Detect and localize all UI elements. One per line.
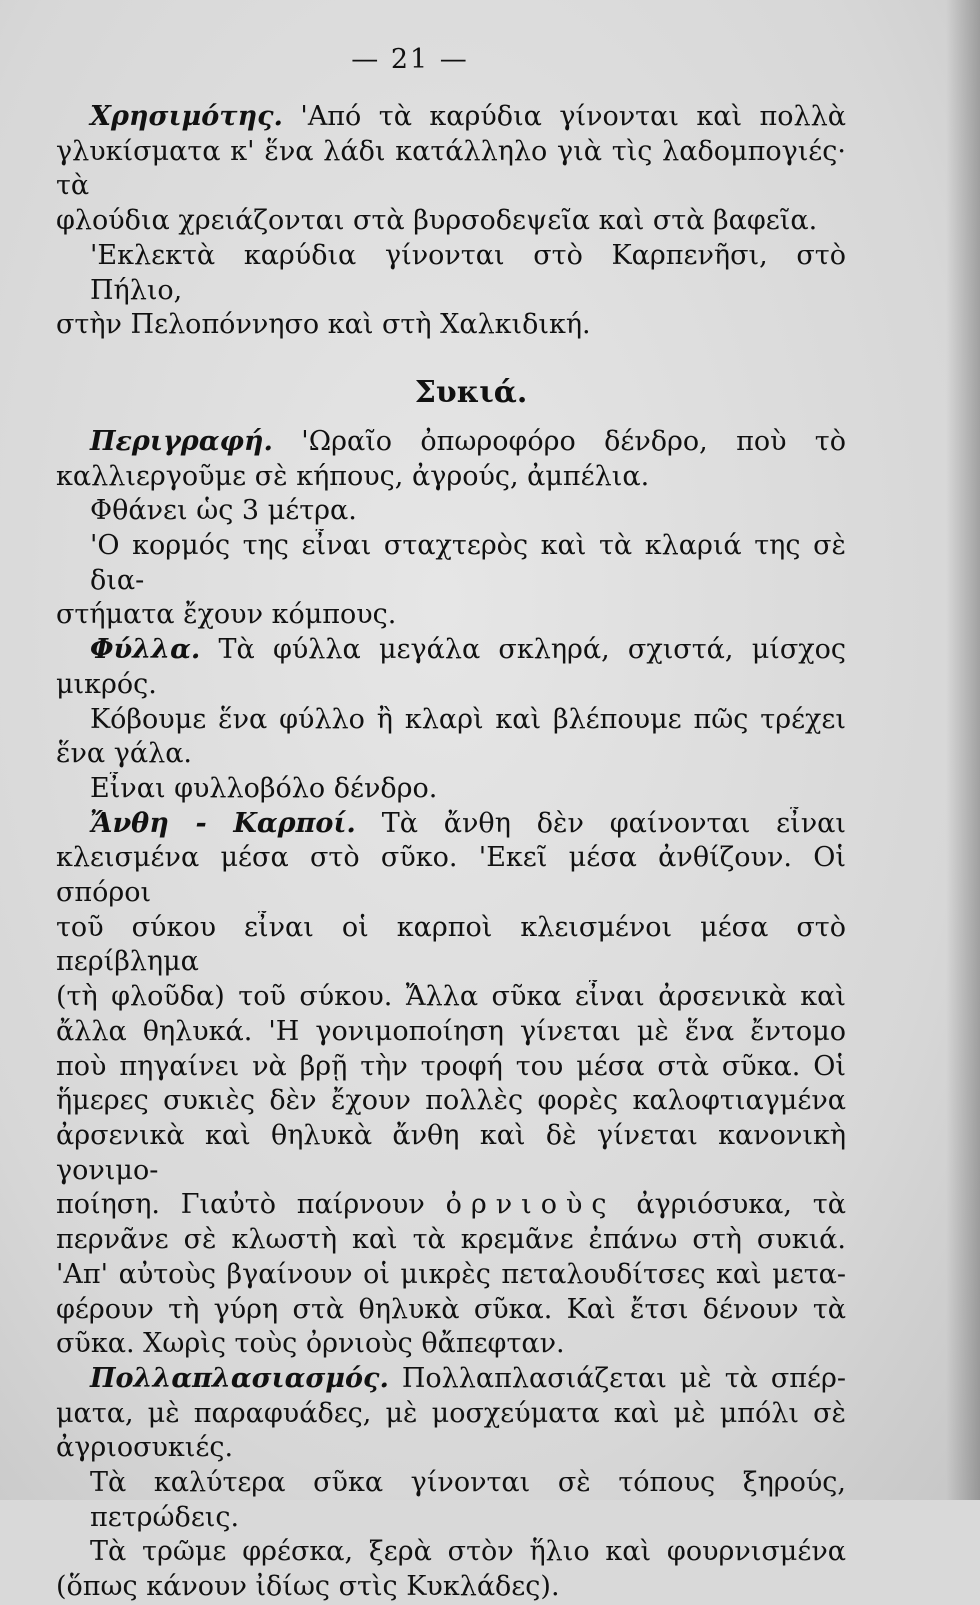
text-line: περνᾶνε σὲ κλωστὴ καὶ τὰ κρεμᾶνε ἐπάνω στὴ συκιά. [56,1224,846,1256]
text-line: 'Ο κορμός της εἶναι σταχτερὸς καὶ τὰ κλαριά της σὲ δια- [90,530,846,596]
text-line: Κόβουμε ἕνα φύλλο ἢ κλαρὶ καὶ βλέπουμε πῶς τρέχει [90,703,846,735]
text-line: Εἶναι φυλλοβόλο δένδρο. [90,772,438,804]
page-edge-shadow [946,0,980,1500]
text-line: ἥμερες συκιὲς δὲν ἔχουν πολλὲς φορὲς καλοφτιαγμένα [56,1085,846,1117]
text-line: τοῦ σύκου εἶναι οἱ καρποὶ κλεισμένοι μέσα στὸ περίβλημα [56,911,846,978]
text-line: γλυκίσματα κ' ἕνα λάδι κατάλληλο γιὰ τὶς λαδομπογιές· τὰ [56,135,846,202]
propagation-label: Πολλαπλασιασμός. [90,1362,389,1394]
usage-label: Χρησιμότης. [90,101,283,132]
text-line: σῦκα. Χωρὶς τοὺς ὀρνιοὺς θἄπεφταν. [56,1328,565,1360]
text-line: μικρός. [56,668,157,700]
text-line: 'Από τὰ καρύδια γίνονται καὶ πολλὰ [300,101,846,132]
text-segment: ἀγριόσυκα, τὰ [636,1189,846,1221]
text-line: κλεισμένα μέσα στὸ σῦκο. 'Εκεῖ μέσα ἀνθίζουν. Οἱ σπόροι [56,842,846,909]
text-line: ἀγριοσυκιές. [56,1432,234,1464]
text-line: Τὰ καλύτερα σῦκα γίνονται σὲ τόπους ξηρούς, πετρώδεις. [90,1467,846,1533]
text-line: στήματα ἔχουν κόμπους. [56,599,397,631]
text-line: ἀρσενικὰ καὶ θηλυκὰ ἄνθη καὶ δὲ γίνεται κανονικὴ γονιμο- [56,1119,846,1186]
text-line [56,1188,846,1223]
text-line: στὴν Πελοπόννησο καὶ στὴ Χαλκιδική. [56,309,591,341]
text-line: ἄλλα θηλυκά. 'Η γονιμοποίηση γίνεται μὲ ἕνα ἔντομο [56,1015,846,1047]
text-line: Τὰ τρῶμε φρέσκα, ξερὰ στὸν ἥλιο καὶ φουρνισμένα [90,1536,846,1568]
page-text [56,100,846,1605]
text-line: Τὰ φύλλα μεγάλα σκληρά, σχιστά, μίσχος [218,634,846,666]
flowers-paragraph-line [56,807,846,842]
text-line: Φθάνει ὡς 3 μέτρα. [90,495,357,527]
text-line: φέρουν τὴ γύρη στὰ θηλυκὰ σῦκα. Καὶ ἔτσι δένουν τὰ [56,1293,846,1325]
text-segment: ποίηση. Γιαὐτὸ παίρνουν [56,1189,425,1221]
propagation-paragraph-line [56,1362,846,1397]
text-line: Τὰ ἄνθη δὲν φαίνονται εἶναι [381,807,846,839]
text-line: (τὴ φλοῦδα) τοῦ σύκου. Ἄλλα σῦκα εἶναι ἀρσενικὰ καὶ [56,981,846,1013]
text-line: 'Εκλεκτὰ καρύδια γίνονται στὸ Καρπενῆσι, στὸ Πήλιο, [90,239,846,306]
text-line: 'Ωραῖο ὀπωροφόρο δένδρο, ποὺ τὸ [301,425,846,457]
flowers-label: Ἄνθη - Καρποί. [90,807,356,839]
text-line: ἕνα γάλα. [56,738,193,770]
text-line: (ὅπως κάνουν ἰδίως στὶς Κυκλάδες). [56,1571,560,1603]
description-label: Περιγραφή. [90,425,273,457]
text-line: Πολλαπλασιάζεται μὲ τὰ σπέρ- [401,1362,846,1394]
text-line: 'Απ' αὐτοὺς βγαίνουν οἱ μικρὲς πεταλουδίτσες καὶ μετα- [56,1258,846,1290]
spaced-word: ὀρνιοὺς [445,1189,616,1221]
leaves-paragraph-line [56,633,846,668]
usage-paragraph-line [56,100,846,135]
page-number: — 21 — [351,44,469,75]
text-line: φλούδια χρειάζονται στὰ βυρσοδεψεῖα καὶ στὰ βαφεῖα. [56,205,818,237]
text-line: ποὺ πηγαίνει νὰ βρῇ τὴν τροφή του μέσα στὰ σῦκα. Οἱ [56,1050,846,1082]
leaves-label: Φύλλα. [90,634,201,666]
section-heading: Συκιά. [414,374,528,410]
text-line: ματα, μὲ παραφυάδες, μὲ μοσχεύματα καὶ μὲ μπόλι σὲ [56,1397,846,1429]
text-line: καλλιεργοῦμε σὲ κήπους, ἀγρούς, ἀμπέλια. [56,460,650,492]
description-paragraph-line [56,425,846,460]
